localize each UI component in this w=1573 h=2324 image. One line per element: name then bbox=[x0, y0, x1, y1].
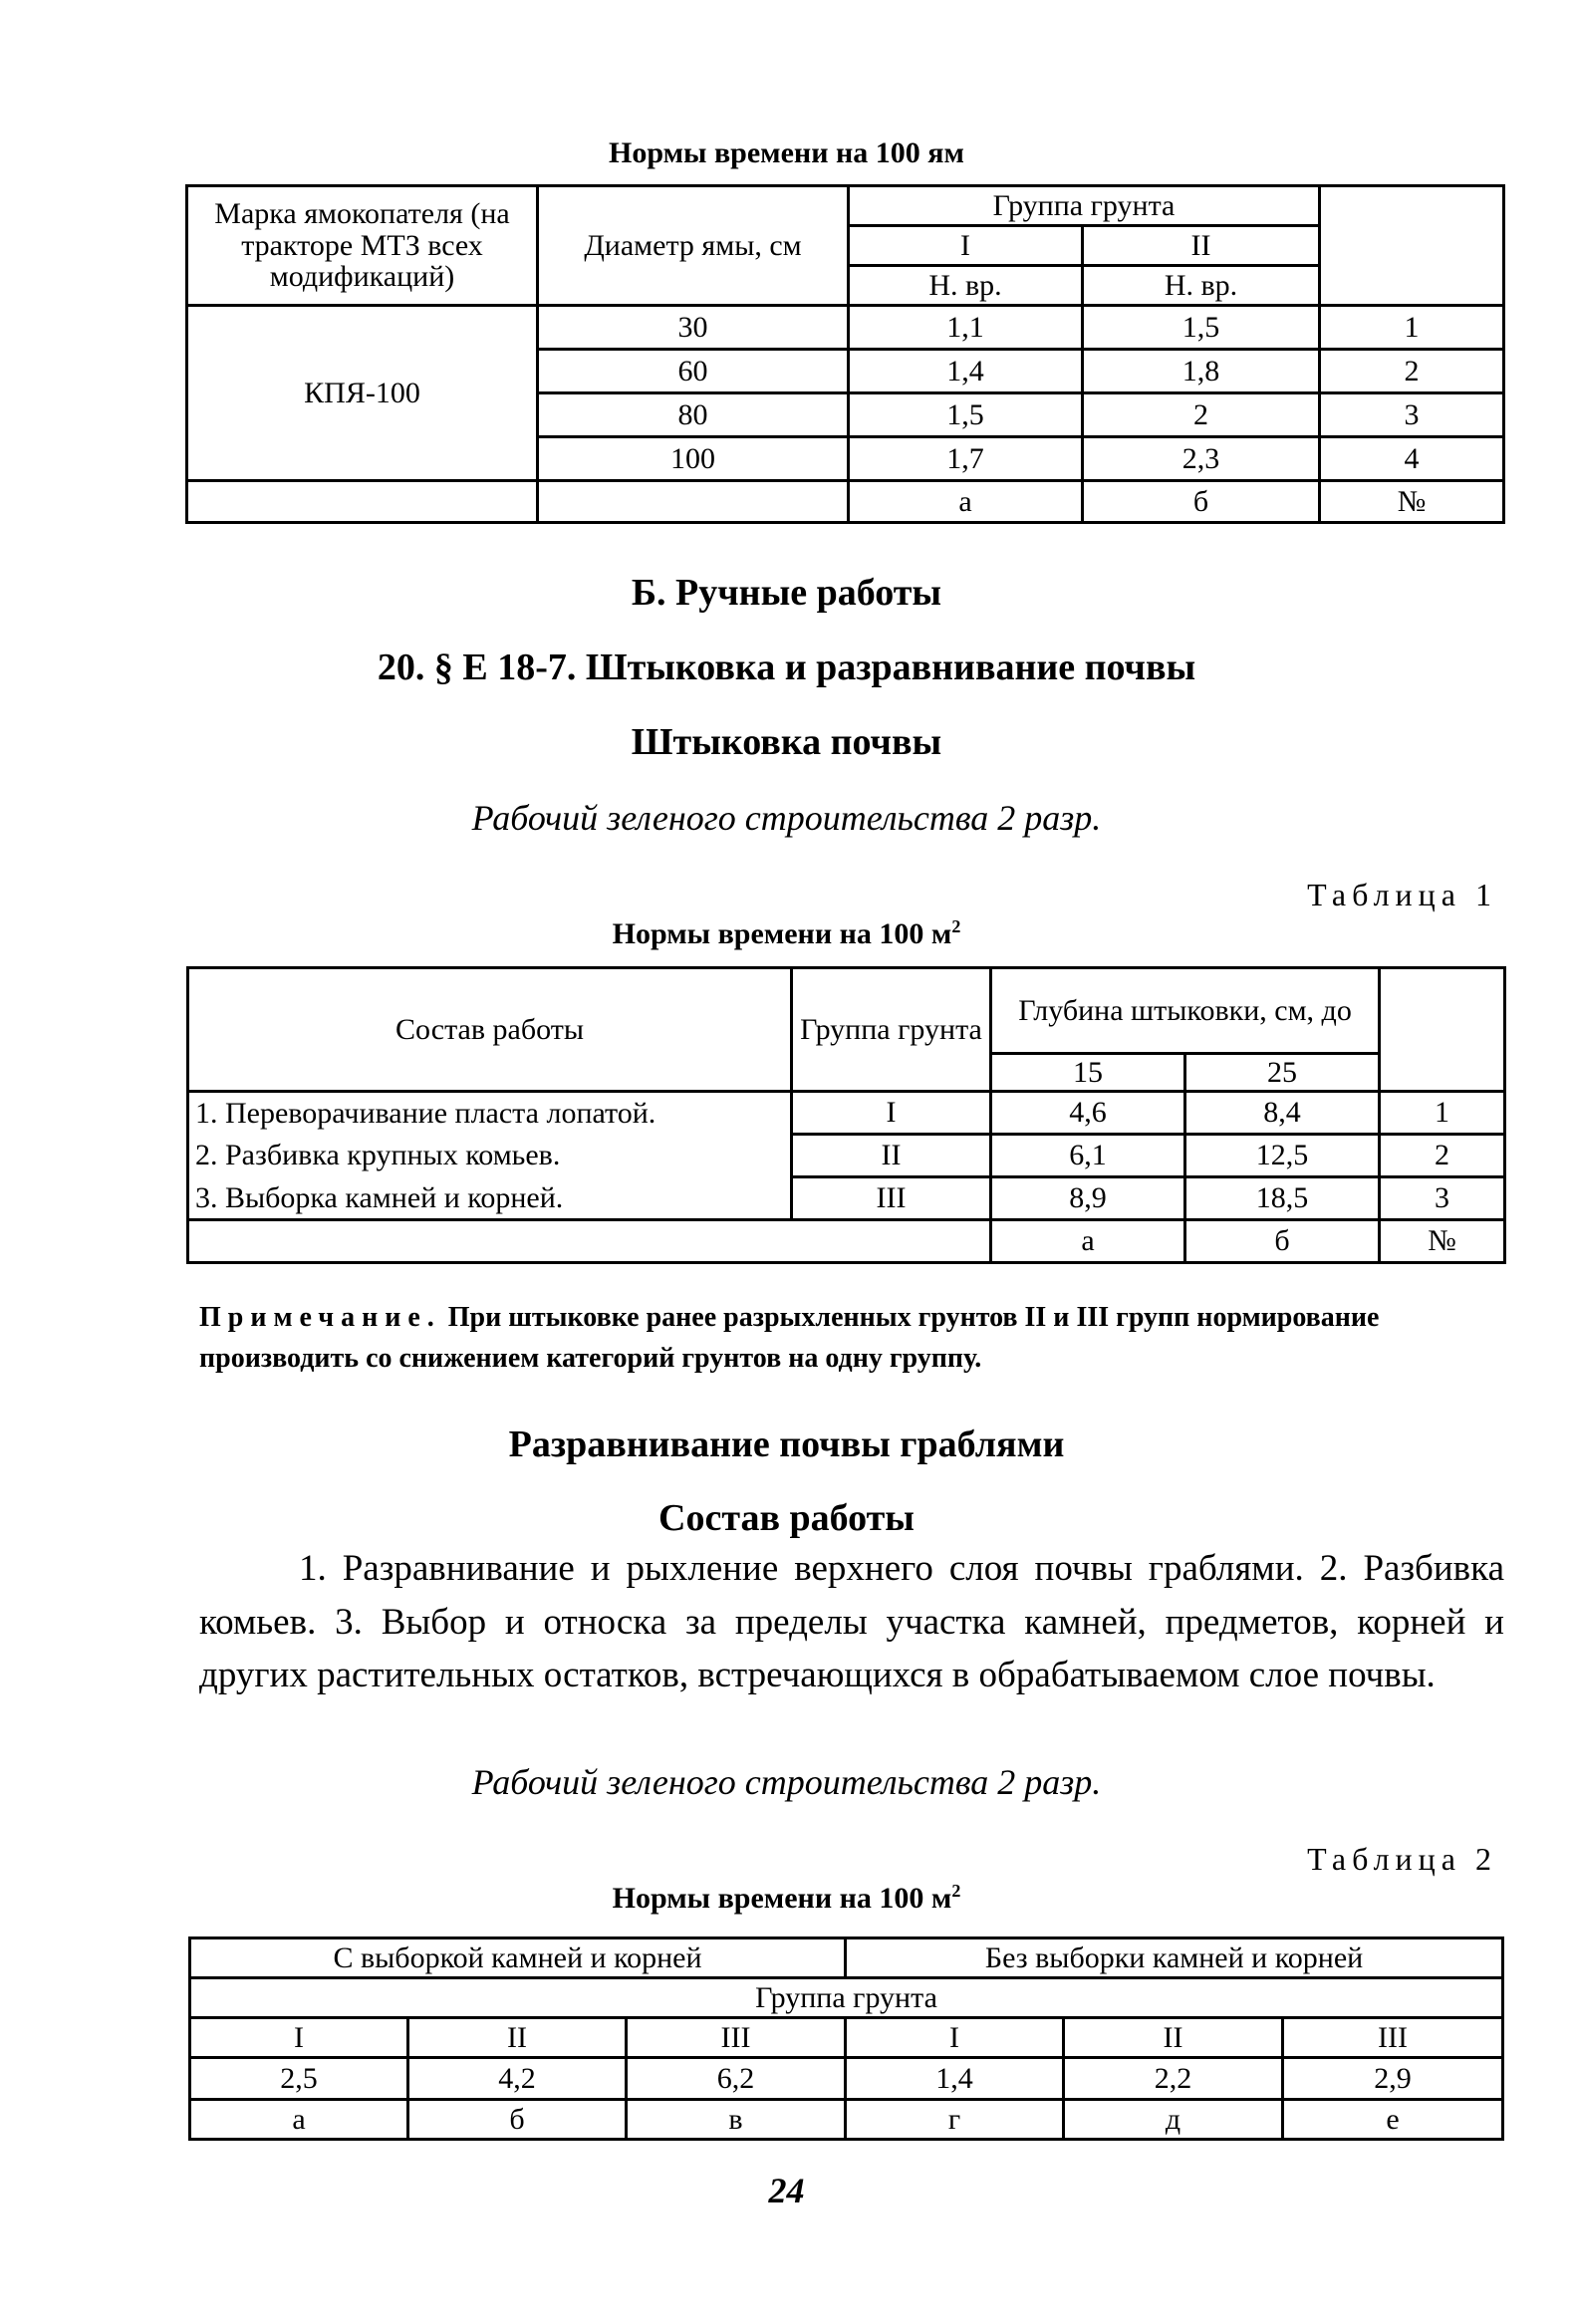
table1-depth-header: Глубина штыковки, см, до bbox=[991, 968, 1380, 1054]
table2-with-stones-header: С выборкой камней и корней bbox=[190, 1938, 846, 1978]
table0 bbox=[185, 184, 1505, 524]
table1-work-cell: 3. Выборка камней и корней. bbox=[188, 1177, 792, 1220]
table0-g2-cell: 1,5 bbox=[1083, 306, 1320, 350]
table2-value-cell: 4,2 bbox=[408, 2058, 627, 2100]
table0-brand-cell: КПЯ-100 bbox=[187, 306, 538, 481]
table2-label: Таблица 2 bbox=[1307, 1841, 1497, 1877]
table-row bbox=[187, 481, 1504, 523]
table1-footer-b: б bbox=[1185, 1220, 1380, 1263]
table0-footer-empty bbox=[187, 481, 538, 523]
table0-footer-b: б bbox=[1083, 481, 1320, 523]
sostav-heading: Состав работы bbox=[658, 1497, 915, 1539]
table0-g2-cell: 2 bbox=[1083, 393, 1320, 437]
table1-caption-sup: 2 bbox=[951, 916, 961, 936]
table1-no-cell: 1 bbox=[1380, 1092, 1505, 1135]
table2-letter-cell: г bbox=[846, 2100, 1064, 2140]
table0-footer-no: № bbox=[1320, 481, 1504, 523]
table2-group-cell: I bbox=[846, 2018, 1064, 2058]
table0-g2-cell: 2,3 bbox=[1083, 437, 1320, 481]
table2-group-cell: III bbox=[627, 2018, 846, 2058]
table0-g1-cell: 1,7 bbox=[849, 437, 1083, 481]
table1-v25-cell: 8,4 bbox=[1185, 1092, 1380, 1135]
table2-value-cell: 1,4 bbox=[846, 2058, 1064, 2100]
table0-g2-cell: 1,8 bbox=[1083, 350, 1320, 393]
table1-v15-cell: 4,6 bbox=[991, 1092, 1185, 1135]
note-lead: Примечание. bbox=[199, 1302, 441, 1333]
table0-no-cell: 2 bbox=[1320, 350, 1504, 393]
table0-no-cell: 1 bbox=[1320, 306, 1504, 350]
table0-g1-cell: 1,4 bbox=[849, 350, 1083, 393]
table1-footer-empty bbox=[188, 1220, 991, 1263]
table1-group-header: Группа грунта bbox=[792, 968, 991, 1092]
table0-diameter-cell: 30 bbox=[538, 306, 849, 350]
table2-value-cell: 2,9 bbox=[1283, 2058, 1503, 2100]
table0-diameter-cell: 60 bbox=[538, 350, 849, 393]
table2-value-cell: 6,2 bbox=[627, 2058, 846, 2100]
table0-diameter-cell: 100 bbox=[538, 437, 849, 481]
table1-caption bbox=[0, 916, 1573, 951]
table-row bbox=[188, 1135, 1505, 1177]
section-20-heading: 20. § Е 18-7. Штыковка и разравнивание почвы bbox=[377, 646, 1196, 688]
table0-no-header-cell bbox=[1320, 186, 1504, 306]
table-row bbox=[190, 2100, 1503, 2140]
table-row bbox=[187, 306, 1504, 350]
table1-footer-a: а bbox=[991, 1220, 1185, 1263]
table-row bbox=[188, 1177, 1505, 1220]
table2-letter-cell: б bbox=[408, 2100, 627, 2140]
table1-label: Таблица 1 bbox=[1307, 877, 1497, 912]
table-row bbox=[190, 2058, 1503, 2100]
table1-group-cell: II bbox=[792, 1135, 991, 1177]
table0-brand-header: Марка ямокопателя (на тракторе МТЗ всех модификаций) bbox=[187, 186, 538, 306]
razravnivanie-heading: Разравнивание почвы граблями bbox=[508, 1423, 1065, 1465]
table1-work-cell: 1. Переворачивание пласта лопатой. bbox=[188, 1092, 792, 1135]
note-paragraph bbox=[199, 1298, 1504, 1379]
table1 bbox=[186, 966, 1506, 1264]
table2-group-cell: I bbox=[190, 2018, 408, 2058]
worker-category-1: Рабочий зеленого строительства 2 разр. bbox=[471, 798, 1102, 838]
table2 bbox=[188, 1937, 1504, 2141]
table-row bbox=[188, 1220, 1505, 1263]
table2-letter-cell: а bbox=[190, 2100, 408, 2140]
table1-v15-cell: 8,9 bbox=[991, 1177, 1185, 1220]
table2-letter-cell: в bbox=[627, 2100, 846, 2140]
table1-depth-25: 25 bbox=[1185, 1054, 1380, 1092]
table2-group-cell: II bbox=[1064, 2018, 1283, 2058]
table1-composition-header: Состав работы bbox=[188, 968, 792, 1092]
note-text: При штыковке ранее разрыхленных грунтов II и III групп нормирование производить со снижением категорий грунтов на одну группу. bbox=[199, 1302, 1380, 1374]
worker-category-2: Рабочий зеленого строительства 2 разр. bbox=[471, 1762, 1102, 1802]
table0-footer-a: а bbox=[849, 481, 1083, 523]
table1-v25-cell: 18,5 bbox=[1185, 1177, 1380, 1220]
table1-v15-cell: 6,1 bbox=[991, 1135, 1185, 1177]
table2-group-header: Группа грунта bbox=[190, 1978, 1503, 2018]
table2-letter-cell: д bbox=[1064, 2100, 1283, 2140]
table0-group-I: I bbox=[849, 226, 1083, 266]
table1-caption-text: Нормы времени на 100 м bbox=[612, 917, 952, 950]
table0-diameter-cell: 80 bbox=[538, 393, 849, 437]
table2-value-cell: 2,2 bbox=[1064, 2058, 1283, 2100]
table0-no-cell: 3 bbox=[1320, 393, 1504, 437]
table0-nvr-I: Н. вр. bbox=[849, 266, 1083, 306]
table1-no-cell: 3 bbox=[1380, 1177, 1505, 1220]
table1-group-cell: III bbox=[792, 1177, 991, 1220]
table1-depth-15: 15 bbox=[991, 1054, 1185, 1092]
table0-footer-empty bbox=[538, 481, 849, 523]
table0-nvr-II: Н. вр. bbox=[1083, 266, 1320, 306]
table0-diameter-header: Диаметр ямы, см bbox=[538, 186, 849, 306]
section-b-heading: Б. Ручные работы bbox=[631, 572, 942, 614]
table-row bbox=[190, 2018, 1503, 2058]
table1-group-cell: I bbox=[792, 1092, 991, 1135]
table0-group-header: Группа грунта bbox=[849, 186, 1320, 226]
table0-caption: Нормы времени на 100 ям bbox=[609, 136, 964, 169]
table2-value-cell: 2,5 bbox=[190, 2058, 408, 2100]
table0-group-II: II bbox=[1083, 226, 1320, 266]
table2-letter-cell: е bbox=[1283, 2100, 1503, 2140]
sostav-paragraph: 1. Разравнивание и рыхление верхнего слоя почвы граблями. 2. Разбивка комьев. 3. Выбор и относка за пределы участка камней, предметов, корней и других растительных остатков, встречающихся в обрабатываемом слое почвы. bbox=[199, 1548, 1504, 1696]
table2-group-cell: III bbox=[1283, 2018, 1503, 2058]
table2-without-stones-header: Без выборки камней и корней bbox=[846, 1938, 1503, 1978]
table2-caption bbox=[0, 1881, 1573, 1916]
table1-no-cell: 2 bbox=[1380, 1135, 1505, 1177]
table2-caption-sup: 2 bbox=[951, 1881, 961, 1901]
table1-v25-cell: 12,5 bbox=[1185, 1135, 1380, 1177]
table-row bbox=[188, 1092, 1505, 1135]
shtykovka-heading: Штыковка почвы bbox=[631, 721, 942, 763]
page-number: 24 bbox=[768, 2171, 805, 2210]
table0-g1-cell: 1,5 bbox=[849, 393, 1083, 437]
table1-no-header-cell bbox=[1380, 968, 1505, 1092]
table2-caption-text: Нормы времени на 100 м bbox=[612, 1882, 952, 1915]
table1-work-cell: 2. Разбивка крупных комьев. bbox=[188, 1135, 792, 1177]
table2-group-cell: II bbox=[408, 2018, 627, 2058]
table0-no-cell: 4 bbox=[1320, 437, 1504, 481]
table1-footer-no: № bbox=[1380, 1220, 1505, 1263]
table0-g1-cell: 1,1 bbox=[849, 306, 1083, 350]
